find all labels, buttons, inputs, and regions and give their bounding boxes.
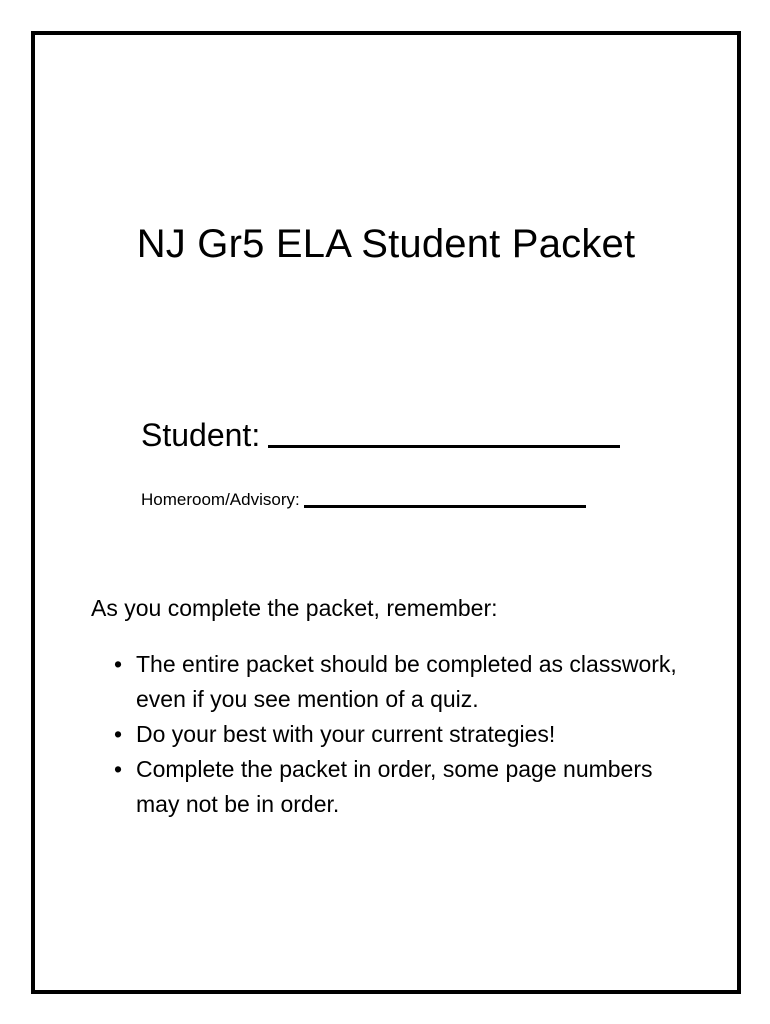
homeroom-field <box>141 490 586 510</box>
reminder-list <box>109 647 689 822</box>
homeroom-blank <box>304 504 586 508</box>
student-name-blank <box>268 444 620 448</box>
reminder-text: Do your best with your current strategies! <box>136 721 556 747</box>
student-label: Student: <box>141 417 261 453</box>
page-title: NJ Gr5 ELA Student Packet <box>136 222 636 266</box>
bullet-icon: • <box>114 721 123 747</box>
reminder-text: Complete the packet in order, some page numbers may not be in order. <box>136 756 653 817</box>
student-name-field <box>141 417 620 454</box>
reminder-intro: As you complete the packet, remember: <box>91 595 498 621</box>
reminder-item <box>109 752 689 822</box>
reminder-text: The entire packet should be completed as classwork, even if you see mention of a quiz. <box>136 651 677 712</box>
homeroom-label: Homeroom/Advisory: <box>141 490 300 509</box>
reminder-item <box>109 647 689 717</box>
page-border <box>31 31 741 994</box>
reminder-item <box>109 717 689 752</box>
bullet-icon: • <box>114 756 123 782</box>
bullet-icon: • <box>114 651 123 677</box>
